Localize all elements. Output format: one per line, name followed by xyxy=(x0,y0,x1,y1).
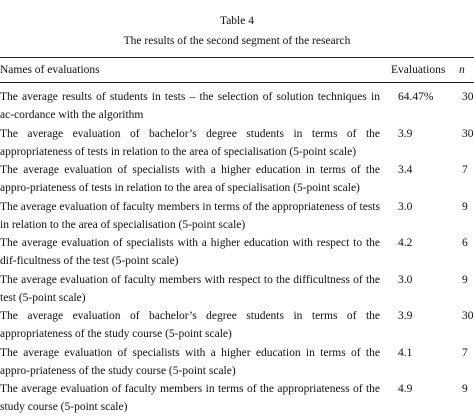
evaluation-value: 3.9 xyxy=(398,127,413,140)
evaluation-name: The average evaluation of specialists with a higher education in terms of the appro-priateness of tests in relation to the area of specialisation (5-point scale) xyxy=(0,164,380,194)
sample-size: 30 xyxy=(462,91,474,103)
sample-size: 9 xyxy=(462,383,468,395)
evaluation-name: The average evaluation of bachelor’s degree students in terms of the appropriateness of the study course (5-point scale) xyxy=(0,310,380,340)
table-row xyxy=(0,344,474,380)
table-label: Table 4 xyxy=(219,15,254,27)
evaluation-value: 4.9 xyxy=(398,383,413,395)
header-n: n xyxy=(459,64,465,76)
evaluation-name: The average evaluation of specialists with a higher education with respect to the dif-ficultness of the test (5-point scale) xyxy=(0,237,380,267)
evaluation-name: The average evaluation of bachelor’s degree students in terms of the appropriateness of tests in relation to the area of specialisation (5-point scale) xyxy=(0,127,380,158)
sample-size: 7 xyxy=(462,164,468,176)
table-row xyxy=(0,88,474,124)
evaluation-value: 3.0 xyxy=(398,273,413,286)
evaluation-value: 64.47% xyxy=(398,91,434,103)
sample-size: 7 xyxy=(462,346,468,359)
evaluation-value: 3.0 xyxy=(398,200,413,213)
evaluation-name: The average evaluation of specialists with a higher education in terms of the appro-priateness of the study course (5-point scale) xyxy=(0,346,380,377)
table-row xyxy=(0,198,474,234)
sample-size: 30 xyxy=(462,127,474,140)
table-title: The results of the second segment of the research xyxy=(123,35,351,47)
table-row xyxy=(0,380,474,416)
evaluation-name: The average evaluation of faculty members in terms of the appropriateness of the study course (5-point scale) xyxy=(0,383,380,413)
evaluation-value: 4.2 xyxy=(398,237,413,249)
table-header-rule xyxy=(0,82,474,83)
table-top-rule xyxy=(0,57,474,58)
evaluation-value: 3.9 xyxy=(398,310,413,322)
sample-size: 9 xyxy=(462,200,468,213)
table-row xyxy=(0,271,474,307)
evaluation-name: The average evaluation of faculty members with respect to the difficultness of the test (5-point scale) xyxy=(0,273,380,304)
sample-size: 6 xyxy=(462,237,468,249)
table-row xyxy=(0,125,474,161)
table-row xyxy=(0,161,474,197)
evaluation-name: The average results of students in tests – the selection of solution techniques in ac-cordance with the algorithm xyxy=(0,91,380,121)
header-evaluations: Evaluations xyxy=(391,64,446,76)
evaluation-value: 4.1 xyxy=(398,346,413,359)
table-row xyxy=(0,307,474,343)
evaluation-name: The average evaluation of faculty members in terms of the appropriateness of tests in relation to the area of specialisation (5-point scale) xyxy=(0,200,380,231)
table-row xyxy=(0,234,474,270)
sample-size: 30 xyxy=(462,310,474,322)
evaluation-value: 3.4 xyxy=(398,164,413,176)
header-names-of-evaluations: Names of evaluations xyxy=(0,64,100,76)
sample-size: 9 xyxy=(462,273,468,286)
